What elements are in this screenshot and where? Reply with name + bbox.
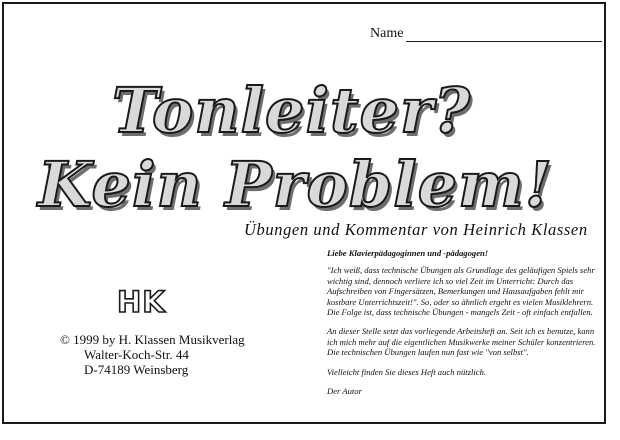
city-address: D-74189 Weinsberg xyxy=(84,362,189,377)
letter-greeting: Liebe Klavierpädagoginnen und -pädagogen! xyxy=(327,248,489,258)
letter-paragraph: An dieser Stelle setzt das vorliegende Arbeitsheft an. Seit ich es benutze, kann ich mich mehr auf die eigentlichen Musikwerke meiner Schüler konzentrieren. Die technischen Übungen laufen nun fast wie "von selbst". xyxy=(327,326,596,358)
title-line-2: Kein Problem! xyxy=(38,148,553,221)
name-label: Name xyxy=(370,26,404,41)
title-line-1: Tonleiter? xyxy=(112,74,472,147)
name-field xyxy=(370,26,602,42)
subtitle: Übungen und Kommentar von Heinrich Klassen xyxy=(244,220,588,239)
street-address: Walter-Koch-Str. 44 xyxy=(84,347,189,362)
letter-paragraph: Vielleicht finden Sie dieses Heft auch nützlich. xyxy=(327,366,487,377)
publisher-logo xyxy=(114,286,170,316)
imprint xyxy=(60,332,245,377)
name-write-line[interactable] xyxy=(406,28,602,42)
letter-paragraph: "Ich weiß, dass technische Übungen als Grundlage des geläufigen Spiels sehr wichtig sind, dennoch verliere ich so viel Zeit im Unterricht: Durch das Aufschreiben von Fingersätzen, Bemerkungen und Hausaufgaben fehlt mir kostbare Unterrichtszeit!". So, oder so ähnlich ergeht es vielen Musiklehrern. Die Folge ist, dass technische Übungen - mangels Zeit - oft einfach entfallen. xyxy=(327,265,595,318)
copyright-text: © 1999 by H. Klassen Musikverlag xyxy=(60,332,245,347)
letter-signature: Der Autor xyxy=(327,386,362,397)
preface-letter xyxy=(327,248,599,405)
logo-text: HK xyxy=(117,286,166,316)
